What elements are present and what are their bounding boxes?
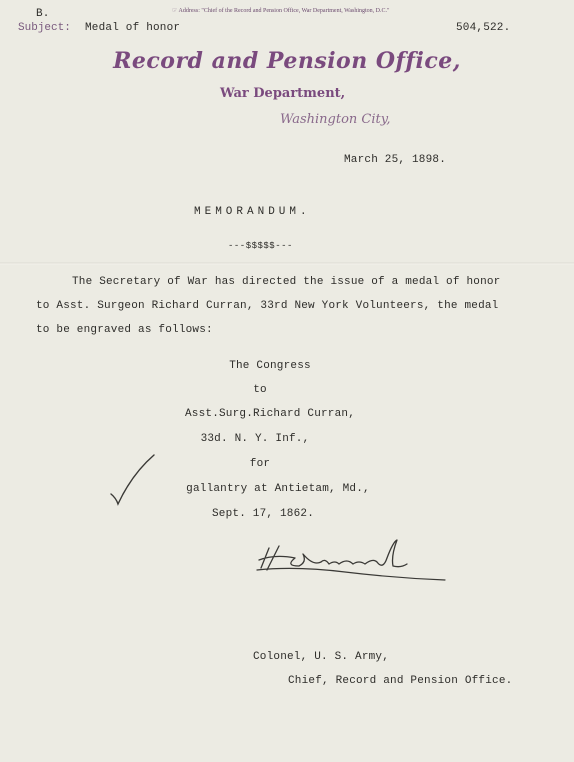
letterhead-city: Washington City, bbox=[280, 112, 391, 127]
file-number: 504,522. bbox=[456, 22, 511, 34]
return-address: ☞ Address: "Chief of the Record and Pension Office, War Department, Washington, D.C." bbox=[172, 8, 390, 14]
engraving-line: to bbox=[253, 384, 267, 396]
engraving-line: for bbox=[249, 458, 271, 470]
letterhead-office: Record and Pension Office, bbox=[113, 48, 461, 74]
document-date: March 25, 1898. bbox=[344, 154, 447, 166]
subject-label: Subject: bbox=[18, 22, 71, 34]
signer-rank: Colonel, U. S. Army, bbox=[253, 651, 390, 663]
handwritten-signature bbox=[255, 536, 455, 586]
engraving-line: Asst.Surg.Richard Curran, bbox=[184, 408, 356, 420]
body-line-2: to Asst. Surgeon Richard Curran, 33rd New York Volunteers, the medal bbox=[36, 300, 499, 312]
check-mark-icon bbox=[108, 452, 158, 508]
engraving-line: gallantry at Antietam, Md., bbox=[186, 483, 370, 495]
subject-value: Medal of honor bbox=[85, 22, 181, 34]
body-line-3: to be engraved as follows: bbox=[36, 324, 213, 336]
engraving-line: The Congress bbox=[229, 360, 311, 372]
letterhead-department: War Department, bbox=[220, 86, 346, 101]
engraving-line: 33d. N. Y. Inf., bbox=[200, 433, 310, 445]
section-divider: ---$$$$$--- bbox=[228, 241, 293, 251]
signer-title: Chief, Record and Pension Office. bbox=[288, 675, 513, 687]
memo-heading: MEMORANDUM. bbox=[194, 206, 311, 218]
paper-fold bbox=[0, 262, 574, 265]
engraving-line: Sept. 17, 1862. bbox=[211, 508, 315, 520]
file-mark: B. bbox=[36, 8, 50, 20]
body-line-1: The Secretary of War has directed the issue of a medal of honor bbox=[72, 276, 501, 288]
